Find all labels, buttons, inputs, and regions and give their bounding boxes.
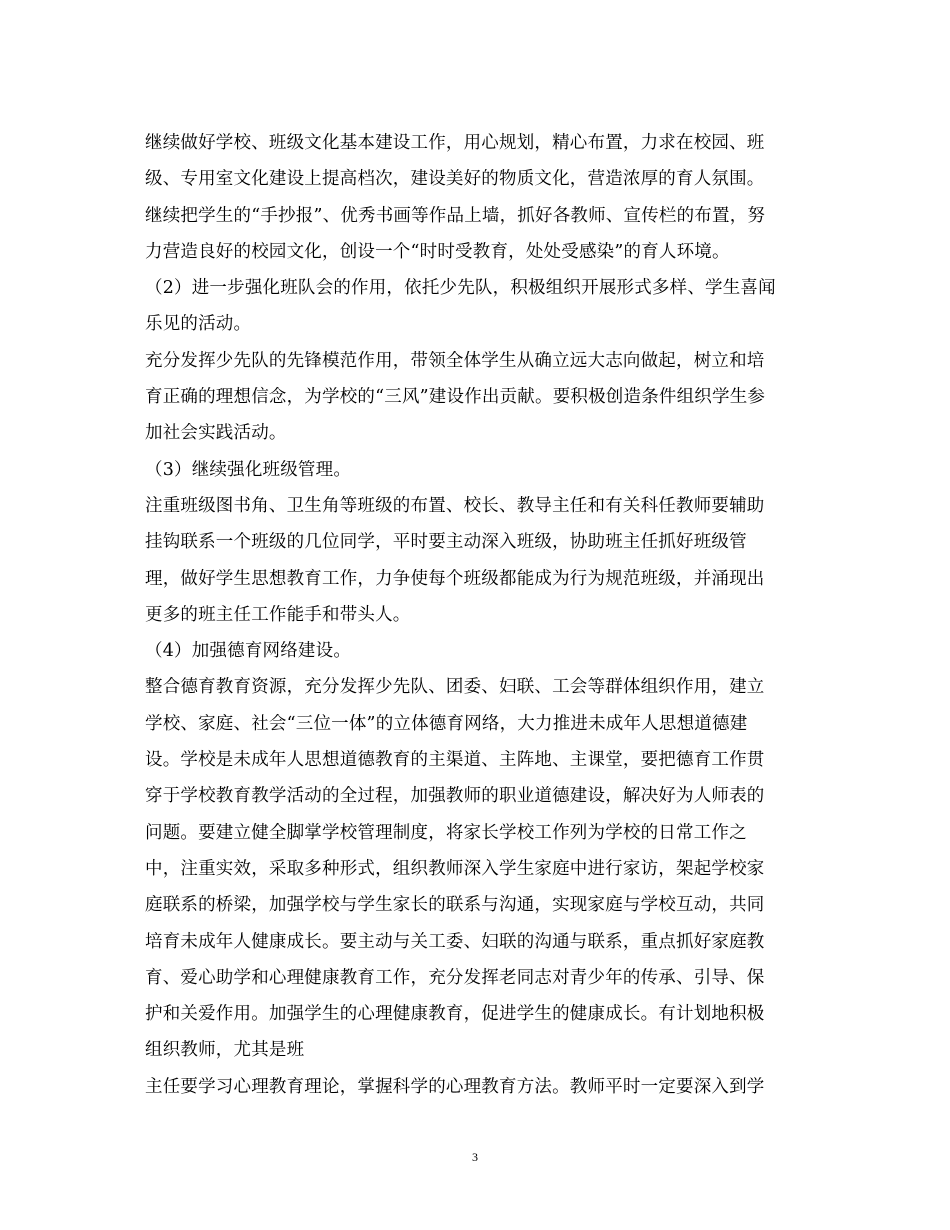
text-line: 注重班级图书角、卫生角等班级的布置、校长、教导主任和有关科任教师要辅助 — [145, 495, 765, 516]
text-line: 育、爱心助学和心理健康教育工作，充分发挥老同志对青少年的传承、引导、保 — [145, 967, 765, 988]
text-line: 培育未成年人健康成长。要主动与关工委、妇联的沟通与联系，重点抓好家庭教 — [145, 931, 765, 952]
page-number: 3 — [472, 1150, 478, 1164]
text-line: 护和关爱作用。加强学生的心理健康教育，促进学生的健康成长。有计划地积极 — [145, 1004, 765, 1025]
text-line: 中，注重实效，采取多种形式，组织教师深入学生家庭中进行家访，架起学校家 — [145, 858, 765, 879]
text-line: 乐见的活动。 — [145, 314, 252, 335]
text-line: 育正确的理想信念，为学校的“三风”建设作出贡献。要积极创造条件组织学生参 — [145, 387, 766, 408]
text-line: （3）继续强化班级管理。 — [145, 459, 352, 480]
text-line: 穿于学校教育教学活动的全过程，加强教师的职业道德建设，解决好为人师表的 — [145, 786, 765, 807]
text-line: 级、专用室文化建设上提高档次，建设美好的物质文化，营造浓厚的育人氛围。 — [145, 169, 765, 190]
body-text — [145, 125, 810, 1105]
text-line: 更多的班主任工作能手和带头人。 — [145, 604, 411, 625]
text-line: 组织教师，尤其是班 — [145, 1040, 305, 1061]
text-line: 力营造良好的校园文化，创设一个“时时受教育，处处受感染”的育人环境。 — [145, 241, 730, 262]
text-line: 继续做好学校、班级文化基本建设工作，用心规划，精心布置，力求在校园、班 — [145, 133, 765, 153]
text-line: 充分发挥少先队的先锋模范作用，带领全体学生从确立远大志向做起，树立和培 — [145, 350, 765, 371]
text-line: （4）加强德育网络建设。 — [145, 641, 352, 662]
text-line: 庭联系的桥梁，加强学校与学生家长的联系与沟通，实现家庭与学校互动，共同 — [145, 895, 765, 916]
text-line: （2）进一步强化班队会的作用，依托少先队，积极组织开展形式多样、学生喜闻 — [145, 278, 776, 299]
text-line: 学校、家庭、社会“三位一体”的立体德育网络，大力推进未成年人思想道德建 — [145, 713, 748, 734]
text-line: 挂钩联系一个班级的几位同学，平时要主动深入班级，协助班主任抓好班级管 — [145, 532, 747, 553]
text-line: 主任要学习心理教育理论，掌握科学的心理教育方法。教师平时一定要深入到学 — [145, 1076, 765, 1097]
text-line: 理，做好学生思想教育工作，力争使每个班级都能成为行为规范班级，并涌现出 — [145, 568, 765, 589]
text-line: 整合德育教育资源，充分发挥少先队、团委、妇联、工会等群体组织作用，建立 — [145, 677, 765, 698]
text-line: 设。学校是未成年人思想道德教育的主渠道、主阵地、主课堂，要把德育工作贯 — [145, 750, 765, 771]
text-line: 加社会实践活动。 — [145, 423, 287, 444]
text-line: 继续把学生的“手抄报”、优秀书画等作品上墙，抓好各教师、宣传栏的布置，努 — [145, 205, 766, 226]
text-line: 问题。要建立健全脚掌学校管理制度，将家长学校工作列为学校的日常工作之 — [145, 822, 747, 843]
